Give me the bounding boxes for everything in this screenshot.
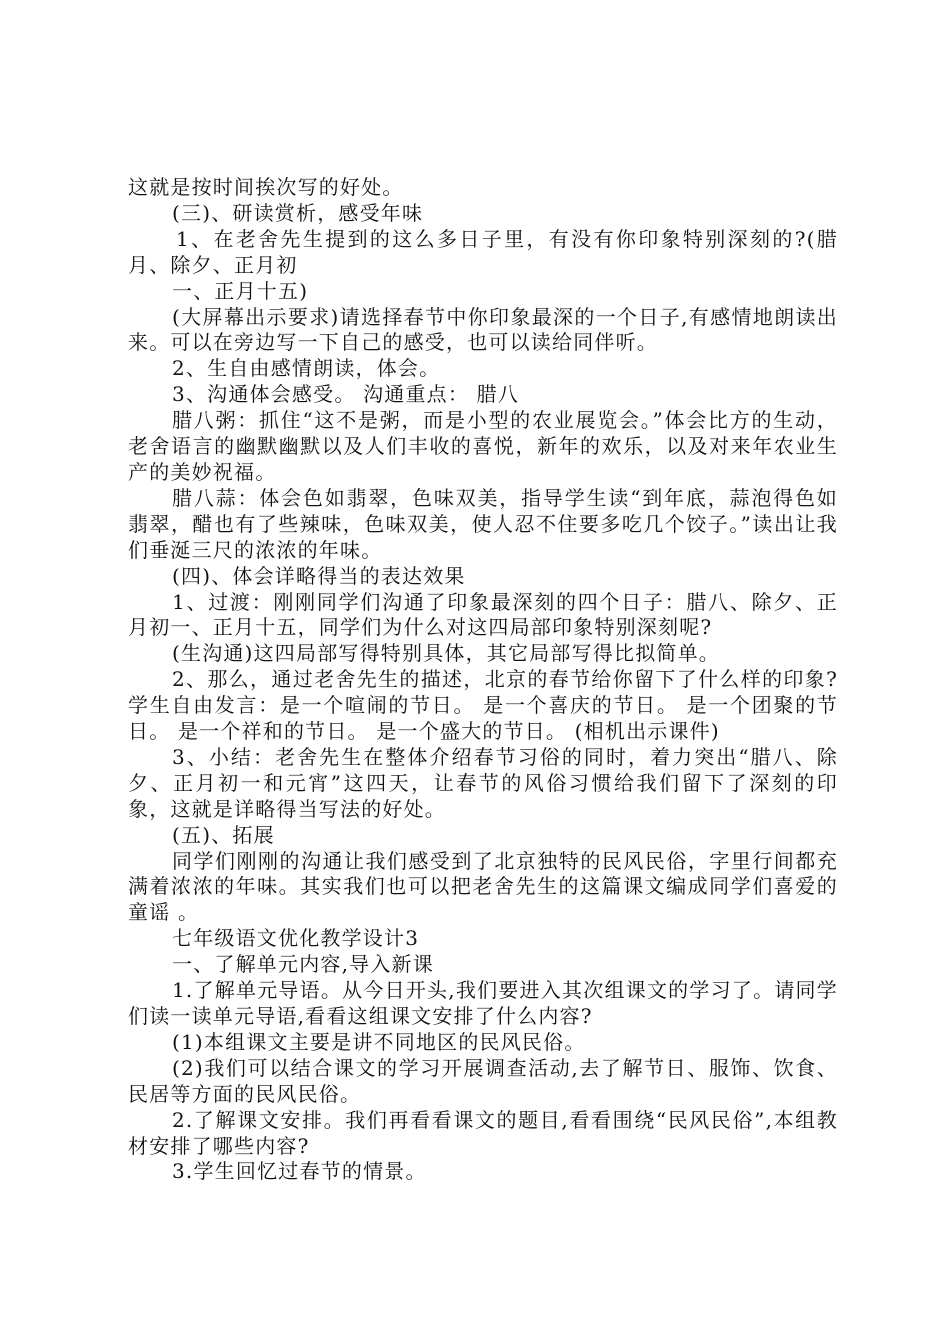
- section-heading: 一、了解单元内容,导入新课: [172, 952, 434, 977]
- paragraph: 3、小结：老舍先生在整体介绍春节习俗的同时，着力突出“腊八、除夕、正月初一和元宵”这四天，让春节的风俗习惯给我们留下了深刻的印象，这就是详略得当写法的好处。: [128, 744, 838, 821]
- section-heading: (四)、体会详略得当的表达效果: [172, 563, 466, 588]
- paragraph: (2)我们可以结合课文的学习开展调查活动,去了解节日、服饰、饮食、民居等方面的民风民俗。: [128, 1055, 838, 1106]
- paragraph: 1、在老舍先生提到的这么多日子里，有没有你印象特别深刻的?(腊月、除夕、正月初: [128, 226, 838, 277]
- paragraph: (生沟通)这四局部写得特别具体，其它局部写得比拟简单。: [172, 641, 721, 666]
- paragraph: 2.了解课文安排。我们再看看课文的题目,看看围绕“民风民俗”,本组教材安排了哪些内容?: [128, 1107, 838, 1158]
- paragraph: (大屏幕出示要求)请选择春节中你印象最深的一个日子,有感情地朗读出来。可以在旁边写一下自己的感受，也可以读给同伴听。: [128, 304, 838, 355]
- paragraph: 3.学生回忆过春节的情景。: [172, 1159, 427, 1184]
- paragraph: 这就是按时间挨次写的好处。: [128, 175, 404, 199]
- paragraph: 腊八蒜：体会色如翡翠，色味双美，指导学生读“到年底，蒜泡得色如翡翠，醋也有了些辣味，色味双美，使人忍不住要多吃几个饺子。”读出让我们垂涎三尺的浓浓的年味。: [128, 485, 838, 562]
- paragraph: 1.了解单元导语。从今日开头,我们要进入其次组课文的学习了。请同学们读一读单元导语,看看这组课文安排了什么内容?: [128, 978, 838, 1028]
- paragraph: 一、正月十五): [172, 278, 309, 303]
- paragraph: 同学们刚刚的沟通让我们感受到了北京独特的民风民俗，字里行间都充满着浓浓的年味。其实我们也可以把老舍先生的这篇课文编成同学们喜爱的童谣 。: [128, 848, 838, 925]
- paragraph: 3、沟通体会感受。 沟通重点： 腊八: [172, 382, 520, 407]
- paragraph: (1)本组课文主要是讲不同地区的民风民俗。: [172, 1029, 586, 1054]
- section-heading: (三)、研读赏析，感受年味: [172, 200, 424, 225]
- document-body: [128, 175, 838, 1185]
- paragraph: 腊八粥：抓住“这不是粥，而是小型的农业展览会。”体会比方的生动，老舍语言的幽默幽默以及人们丰收的喜悦，新年的欢乐，以及对来年农业生产的美妙祝福。: [128, 408, 838, 484]
- document-title: 七年级语文优化教学设计3: [172, 926, 420, 951]
- paragraph: 1、过渡：刚刚同学们沟通了印象最深刻的四个日子：腊八、除夕、正月初一、正月十五，同学们为什么对这四局部印象特别深刻呢?: [128, 589, 838, 640]
- section-heading: (五)、拓展: [172, 822, 275, 847]
- paragraph: 2、生自由感情朗读，体会。: [172, 356, 441, 381]
- paragraph: 2、那么，通过老舍先生的描述，北京的春节给你留下了什么样的印象? 学生自由发言：是一个喧闹的节日。 是一个喜庆的节日。 是一个团聚的节日。 是一个祥和的节日。 是一个盛大的节日。 (相机出示课件): [128, 667, 838, 744]
